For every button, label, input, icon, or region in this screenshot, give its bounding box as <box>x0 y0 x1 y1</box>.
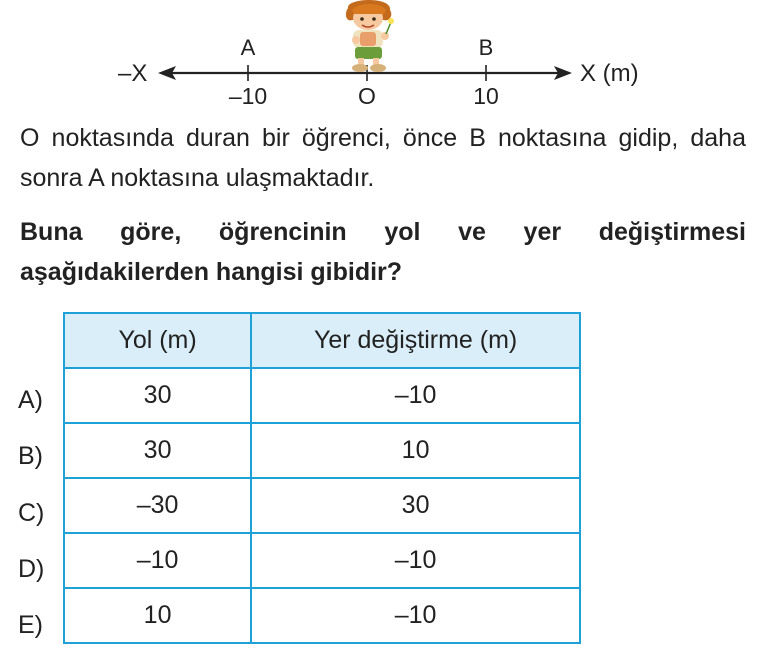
neg-axis-label: –X <box>118 60 148 87</box>
pos-axis-label: X (m) <box>580 60 639 87</box>
table-header-row <box>64 313 580 368</box>
question-text: Buna göre, öğrencinin yol ve yer değiştirmesi aşağıdakilerden hangisi gibidir? <box>20 218 746 286</box>
cell-yer: 10 <box>251 423 580 478</box>
table-row-c[interactable] <box>64 478 580 533</box>
point-b-value: 10 <box>473 83 499 109</box>
cell-yol: –10 <box>64 533 251 588</box>
option-label-e[interactable]: E) <box>18 611 43 639</box>
table-row-b[interactable] <box>64 423 580 478</box>
header-yer-degistirme: Yer değiştirme (m) <box>251 313 580 368</box>
cell-yer: –10 <box>251 588 580 643</box>
table-row-e[interactable] <box>64 588 580 643</box>
cell-yol: –30 <box>64 478 251 533</box>
option-label-b[interactable]: B) <box>18 442 43 470</box>
point-a-letter: A <box>240 35 256 60</box>
point-o-value: O <box>358 83 376 109</box>
option-label-c[interactable]: C) <box>18 499 45 527</box>
header-yol: Yol (m) <box>64 313 251 368</box>
cell-yol: 30 <box>64 368 251 423</box>
student-figure-icon <box>346 0 394 72</box>
answer-table <box>63 312 581 644</box>
cell-yer: –10 <box>251 533 580 588</box>
cell-yer: 30 <box>251 478 580 533</box>
problem-text: O noktasında duran bir öğrenci, önce B noktasına gidip, daha sonra A noktasına ulaşmaktadır. <box>20 124 746 192</box>
table-row-a[interactable] <box>64 368 580 423</box>
cell-yol: 10 <box>64 588 251 643</box>
number-line <box>0 0 762 118</box>
point-b-letter: B <box>478 35 494 60</box>
cell-yer: –10 <box>251 368 580 423</box>
table-row-d[interactable] <box>64 533 580 588</box>
point-a-value: –10 <box>228 83 268 109</box>
option-label-a[interactable]: A) <box>18 386 43 414</box>
option-label-d[interactable]: D) <box>18 555 45 583</box>
cell-yol: 30 <box>64 423 251 478</box>
